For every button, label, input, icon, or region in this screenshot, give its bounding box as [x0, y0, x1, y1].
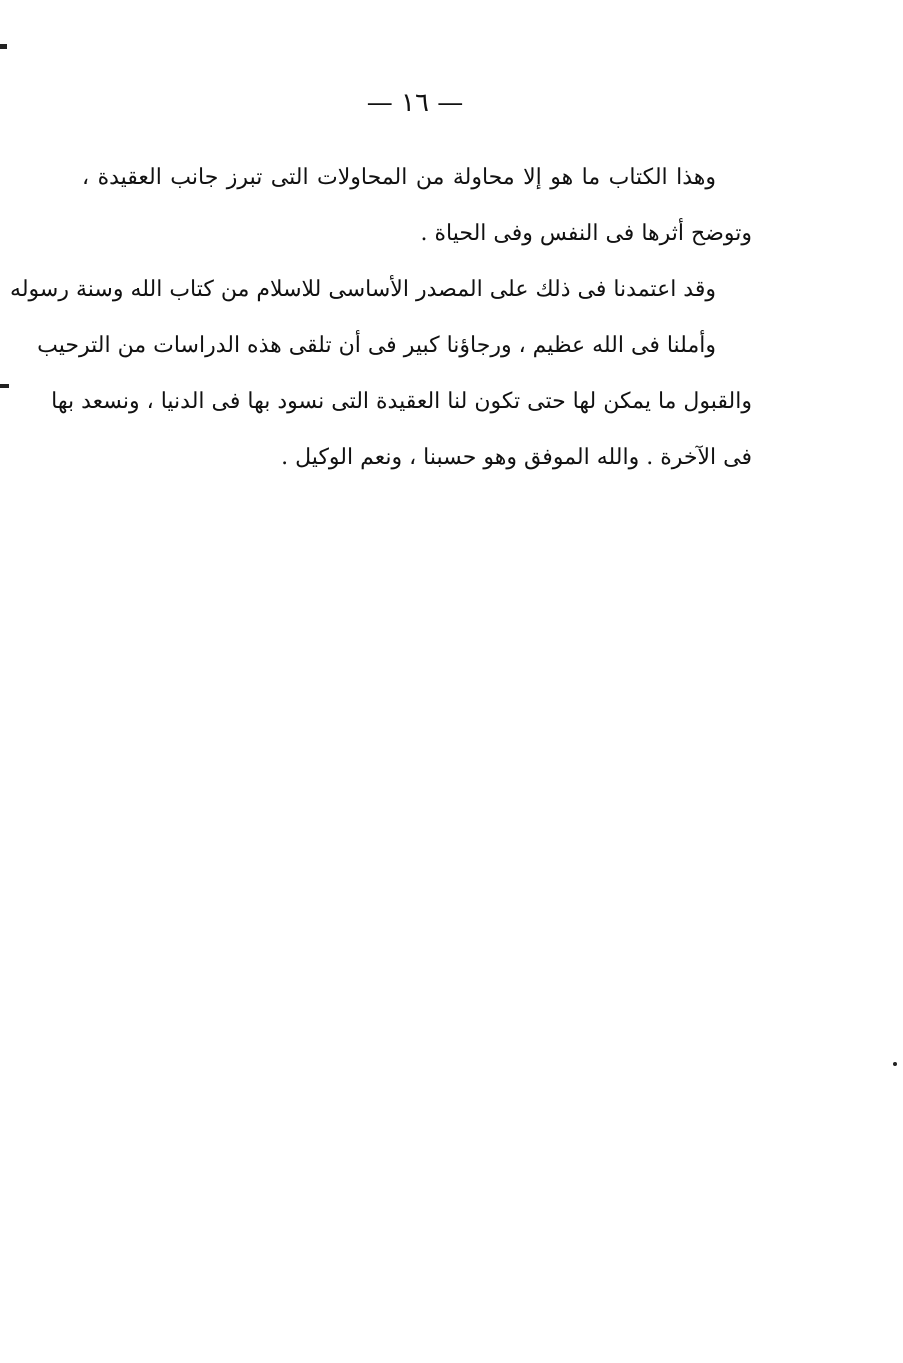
paragraph-3-line-2: والقبول ما يمكن لها حتى تكون لنا العقيدة التى نسود بها فى الدنيا ، ونسعد بها	[51, 389, 752, 414]
scan-margin-mark	[0, 384, 9, 388]
paragraph-2-line-1: وقد اعتمدنا فى ذلك على المصدر الأساسى للاسلام من كتاب الله وسنة رسوله	[10, 277, 716, 302]
paragraph-3-line-3: فى الآخرة . والله الموفق وهو حسبنا ، ونعم الوكيل .	[281, 445, 752, 470]
scan-margin-mark	[0, 44, 7, 49]
scan-speck	[893, 1062, 897, 1066]
page-number: — ١٦ —	[366, 88, 464, 118]
paragraph-3-line-1: وأملنا فى الله عظيم ، ورجاؤنا كبير فى أن تلقى هذه الدراسات من الترحيب	[37, 333, 716, 358]
paragraph-1-line-1: وهذا الكتاب ما هو إلا محاولة من المحاولات التى تبرز جانب العقيدة ،	[82, 165, 716, 190]
body-text	[10, 150, 752, 486]
paragraph-1-line-2: وتوضح أثرها فى النفس وفى الحياة .	[420, 221, 752, 246]
